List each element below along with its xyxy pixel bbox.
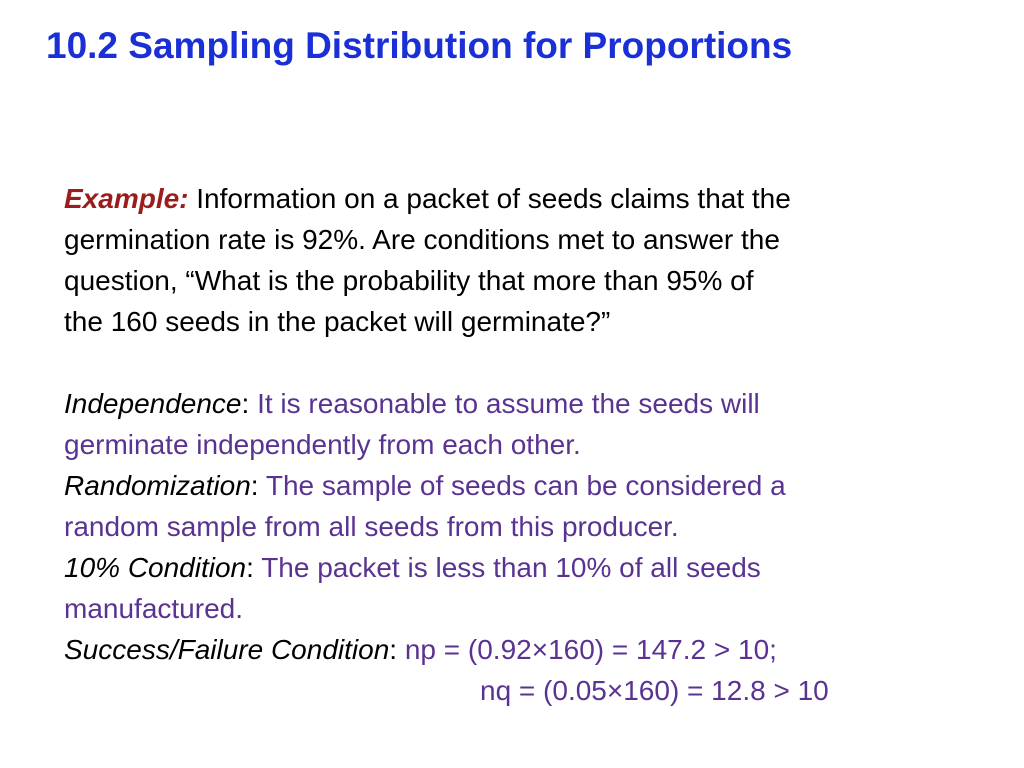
success-failure-label: Success/Failure Condition	[64, 634, 390, 665]
example-paragraph	[64, 178, 964, 342]
ten-percent-answer-2: manufactured.	[64, 593, 243, 624]
independence-answer-2: germinate independently from each other.	[64, 429, 581, 460]
independence-line-1	[64, 383, 964, 424]
slide-content	[64, 178, 964, 711]
success-failure-answer-1: np = (0.92×160) = 147.2 > 10;	[404, 634, 777, 665]
independence-sep: :	[241, 388, 250, 419]
slide-title: 10.2 Sampling Distribution for Proportions	[46, 25, 793, 66]
independence-label: Independence	[64, 388, 242, 419]
example-line-2: germination rate is 92%. Are conditions met to answer the	[64, 224, 780, 255]
ten-percent-sep: :	[246, 552, 254, 583]
randomization-answer-2: random sample from all seeds from this producer.	[64, 511, 679, 542]
independence-answer-1: It is reasonable to assume the seeds will	[257, 388, 760, 419]
randomization-sep: :	[250, 470, 259, 501]
ten-percent-answer-1: The packet is less than 10% of all seeds	[261, 552, 761, 583]
success-failure-condition	[64, 629, 964, 711]
randomization-condition	[64, 465, 964, 547]
example-label: Example:	[64, 183, 189, 214]
ten-percent-condition	[64, 547, 964, 629]
randomization-answer-1: The sample of seeds can be considered a	[265, 470, 786, 501]
example-line-1	[64, 178, 964, 219]
ten-percent-label: 10% Condition	[64, 552, 247, 583]
example-text-1: Information on a packet of seeds claims that the	[196, 183, 791, 214]
ten-percent-line-1	[64, 547, 964, 588]
independence-condition	[64, 383, 964, 465]
example-line-4: the 160 seeds in the packet will germinate?”	[64, 306, 611, 337]
success-failure-line-1	[64, 629, 964, 670]
randomization-line-1	[64, 465, 964, 506]
paragraph-spacer	[64, 342, 964, 383]
success-failure-sep: :	[389, 634, 398, 665]
randomization-label: Randomization	[64, 470, 251, 501]
example-line-3: question, “What is the probability that more than 95% of	[64, 265, 754, 296]
success-failure-answer-2: nq = (0.05×160) = 12.8 > 10	[480, 675, 829, 706]
